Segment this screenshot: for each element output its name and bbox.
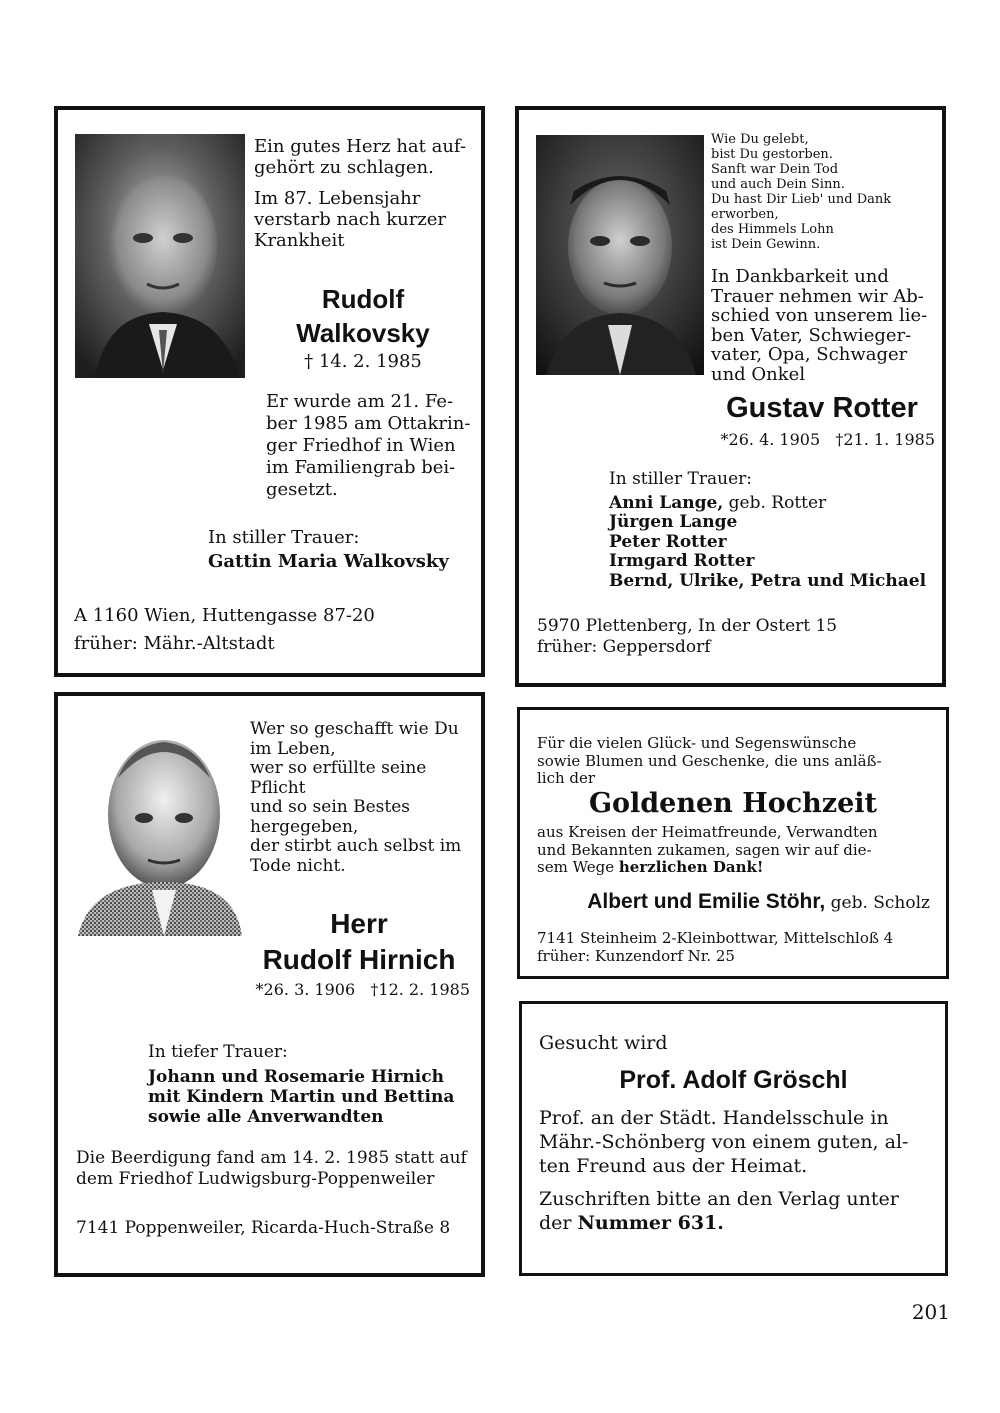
address: 7141 Steinheim 2-Kleinbottwar, Mittelschloß 4	[537, 929, 894, 947]
mourner-line: Peter Rotter	[609, 531, 727, 552]
mourner-line: Bernd, Ulrike, Petra und Michael	[609, 570, 927, 591]
intro-line: ben Vater, Schwieger-	[711, 324, 912, 346]
former-address: früher: Geppersdorf	[537, 637, 711, 657]
intro-line: In Dankbarkeit und	[711, 266, 889, 287]
address: 5970 Plettenberg, In der Ostert 15	[537, 616, 838, 636]
poem-line: wer so erfüllte seine	[250, 758, 427, 778]
deceased-title: Herr	[330, 908, 388, 939]
poem-line: und so sein Bestes	[250, 797, 411, 817]
age-line: Im 87. Lebensjahr	[254, 188, 421, 209]
mourner-line: Jürgen Lange	[609, 512, 738, 532]
body-line: ten Freund aus der Heimat.	[539, 1155, 808, 1177]
poem-line: erworben,	[711, 207, 779, 222]
body-line: Prof. an der Städt. Handelsschule in	[539, 1107, 889, 1129]
life-dates: *26. 3. 1906 †12. 2. 1985	[255, 980, 470, 999]
mourners: Gattin Maria Walkovsky	[208, 551, 449, 572]
age-line: verstarb nach kurzer	[254, 209, 447, 230]
mourning-label: In stiller Trauer:	[208, 527, 360, 548]
sought-person-name: Prof. Adolf Gröschl	[619, 1066, 848, 1094]
portrait-photo-rotter	[536, 135, 704, 375]
deceased-name: Rudolf Hirnich	[262, 944, 456, 975]
age-line: Krankheit	[254, 230, 345, 251]
mourner-line: sowie alle Anverwandten	[148, 1107, 384, 1127]
poem-line: Du hast Dir Lieb' und Dank	[711, 192, 892, 207]
contact-line: Zuschriften bitte an den Verlag unter	[539, 1188, 899, 1210]
intro-line: Trauer nehmen wir Ab-	[711, 285, 924, 307]
poem-line: Pflicht	[250, 777, 306, 798]
poem-line: der stirbt auch selbst im	[250, 836, 462, 856]
thanks-golden-wedding	[517, 707, 949, 979]
intro-line: Für die vielen Glück- und Segenswünsche	[537, 734, 857, 752]
intro-line: Ein gutes Herz hat auf-	[254, 136, 467, 157]
search-notice-groeschl	[519, 1001, 948, 1276]
obituary-walkovsky	[54, 106, 485, 677]
page-number: 201	[911, 1300, 950, 1324]
intro-line: und Onkel	[711, 363, 806, 385]
former-address: früher: Mähr.-Altstadt	[74, 633, 275, 654]
funeral-line: Die Beerdigung fand am 14. 2. 1985 statt auf	[76, 1148, 467, 1168]
intro-line: lich der	[537, 769, 596, 787]
body-line: aus Kreisen der Heimatfreunde, Verwandten	[537, 823, 878, 841]
burial-line: ger Friedhof in Wien	[266, 435, 456, 456]
intro-line: sowie Blumen und Geschenke, die uns anläß-	[537, 751, 882, 770]
address: A 1160 Wien, Huttengasse 87-20	[74, 605, 375, 626]
signatories: Albert und Emilie Stöhr, geb. Scholz	[587, 890, 930, 913]
burial-line: ber 1985 am Ottakrin-	[266, 413, 471, 434]
poem-line: Wie Du gelebt,	[711, 132, 809, 147]
mourner-line: Irmgard Rotter	[609, 551, 755, 571]
intro-line: gehört zu schlagen.	[254, 157, 434, 178]
poem-line: und auch Dein Sinn.	[711, 177, 845, 192]
address: 7141 Poppenweiler, Ricarda-Huch-Straße 8	[76, 1218, 451, 1238]
notice-label: Gesucht wird	[539, 1032, 668, 1054]
intro-line: vater, Opa, Schwager	[711, 344, 908, 365]
poem-line: Wer so geschafft wie Du	[250, 719, 459, 739]
intro-line: schied von unserem lie-	[711, 305, 928, 326]
deceased-name: Walkovsky	[296, 318, 430, 348]
burial-line: Er wurde am 21. Fe-	[266, 391, 454, 412]
mourner-line: Johann und Rosemarie Hirnich	[148, 1067, 444, 1087]
poem-line: Tode nicht.	[250, 855, 346, 876]
portrait-photo-walkovsky	[75, 134, 245, 378]
poem-line: bist Du gestorben.	[711, 147, 833, 162]
poem-line: Sanft war Dein Tod	[711, 162, 839, 177]
body-line: sem Wege herzlichen Dank!	[537, 858, 764, 876]
body-line: und Bekannten zukamen, sagen wir auf die-	[537, 840, 872, 859]
portrait-photo-hirnich	[78, 722, 242, 936]
occasion-heading: Goldenen Hochzeit	[588, 788, 878, 819]
funeral-line: dem Friedhof Ludwigsburg-Poppenweiler	[76, 1169, 435, 1189]
mourner-line: mit Kindern Martin und Bettina	[148, 1087, 455, 1107]
poem-line: hergegeben,	[250, 816, 359, 837]
former-address: früher: Kunzendorf Nr. 25	[537, 947, 735, 965]
life-dates: *26. 4. 1905 †21. 1. 1985	[720, 430, 935, 449]
poem-line: ist Dein Gewinn.	[711, 237, 821, 252]
deceased-name: Rudolf	[321, 284, 405, 314]
mourner-line: Anni Lange, geb. Rotter	[609, 492, 827, 513]
poem-line: im Leben,	[250, 738, 336, 759]
deceased-name: Gustav Rotter	[726, 392, 918, 424]
poem-line: des Himmels Lohn	[711, 222, 834, 237]
death-date: † 14. 2. 1985	[304, 351, 422, 372]
obituary-rotter	[515, 106, 946, 687]
body-line: Mähr.-Schönberg von einem guten, al-	[539, 1131, 909, 1153]
burial-line: gesetzt.	[266, 479, 338, 500]
obituary-hirnich	[54, 692, 485, 1277]
mourning-label: In stiller Trauer:	[609, 469, 752, 489]
mourning-label: In tiefer Trauer:	[148, 1042, 288, 1062]
contact-line: der Nummer 631.	[539, 1212, 724, 1234]
burial-line: im Familiengrab bei-	[266, 457, 456, 478]
